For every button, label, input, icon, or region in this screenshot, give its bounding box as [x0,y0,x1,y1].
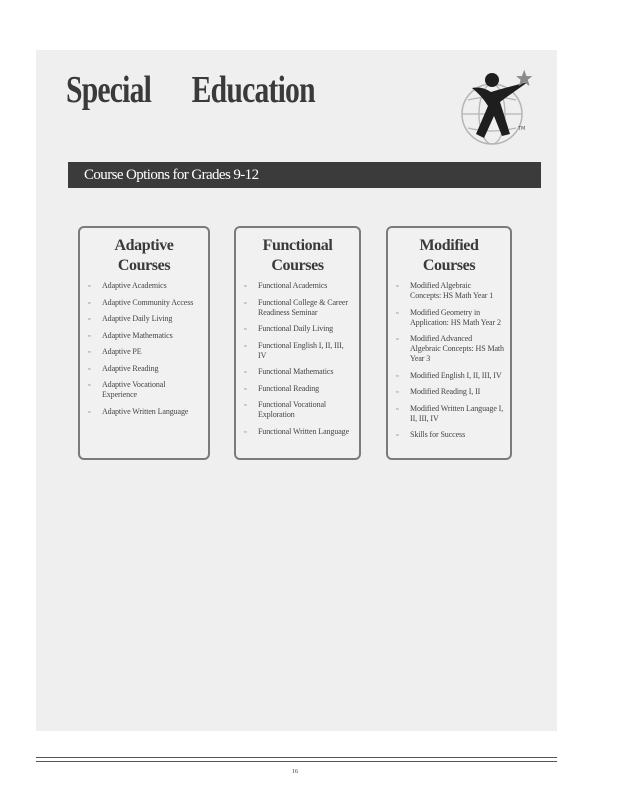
card-title-line2: Courses [117,257,171,274]
bullet-icon: ▫ [88,331,91,340]
course-item [396,387,504,397]
svg-text:TM: TM [518,126,526,132]
course-item [88,364,202,374]
card-title-line1: Adaptive [114,237,174,254]
course-item [244,427,353,437]
course-item [396,430,504,440]
course-label: Modified Written Language I, II, III, IV [410,403,504,423]
course-item [244,400,353,420]
course-item [244,324,353,334]
bullet-icon: ▫ [396,371,399,380]
course-label: Functional Academics [258,281,328,290]
course-item [244,384,353,394]
course-list [80,281,208,417]
bullet-icon: ▫ [396,404,399,413]
card-title-line2: Courses [271,257,324,274]
footer-divider [36,757,557,758]
bullet-icon: ▫ [244,298,247,307]
course-label: Functional Daily Living [258,324,334,333]
course-label: Functional Reading [258,383,320,393]
course-label: Adaptive Daily Living [102,314,173,323]
course-label: Modified English I, II, III, IV [410,370,502,380]
bullet-icon: ▫ [88,298,91,307]
course-label: Modified Geometry in Application: HS Math Year 2 [410,307,501,327]
bullet-icon: ▫ [396,335,399,343]
course-list [388,281,510,440]
page-number: 16 [292,769,298,775]
bullet-icon: ▫ [396,431,399,439]
course-item [244,281,353,291]
course-options-banner: Course Options for Grades 9-12 [68,162,541,188]
course-label: Functional Mathematics [258,367,334,376]
course-label: Adaptive PE [102,347,142,356]
bullet-icon: ▫ [88,364,91,373]
course-item [88,380,202,400]
course-item [88,314,202,324]
course-label: Adaptive Mathematics [102,330,173,340]
course-item [88,298,202,308]
bullet-icon: ▫ [396,282,399,290]
bullet-icon: ▫ [244,368,247,376]
card-title [388,236,510,276]
bullet-icon: ▫ [244,282,247,290]
course-label: Adaptive Reading [102,363,159,373]
functional-courses-card [234,226,361,460]
card-title [236,236,359,276]
card-title [80,236,208,276]
course-label: Modified Reading I, II [410,387,481,396]
course-label: Skills for Success [410,430,466,439]
course-item [88,281,202,291]
course-item [244,341,353,361]
bullet-icon: ▫ [244,384,247,393]
course-item [396,371,504,381]
page-title [66,68,315,112]
bullet-icon: ▫ [244,401,247,409]
bullet-icon: ▫ [88,348,91,356]
course-label: Functional Written Language [258,426,350,436]
bullet-icon: ▫ [396,388,399,396]
course-label: Functional Vocational Exploration [258,400,327,419]
course-label: Functional English I, II, III, IV [258,340,344,360]
card-title-line2: Courses [422,257,476,274]
footer-divider [36,761,557,762]
card-title-line1: Functional [262,237,333,254]
course-item [88,407,202,417]
card-title-line1: Modified [419,237,479,254]
bullet-icon: ▫ [244,341,247,350]
course-item [396,308,504,328]
course-label: Modified Algebraic Concepts: HS Math Year 1 [410,281,494,300]
course-item [396,334,504,364]
title-word-education: Education [191,69,315,111]
course-label: Functional College & Career Readiness Seminar [258,297,348,317]
course-label: Adaptive Vocational Experience [102,380,166,399]
course-label: Adaptive Community Access [102,297,194,307]
course-item [88,347,202,357]
course-list [236,281,359,437]
course-item [396,281,504,301]
course-item [396,404,504,424]
course-label: Adaptive Written Language [102,406,189,416]
course-item [88,331,202,341]
course-item [244,298,353,318]
bullet-icon: ▫ [88,315,91,323]
bullet-icon: ▫ [244,325,247,333]
adaptive-courses-card [78,226,210,460]
title-word-special: Special [66,69,152,111]
bullet-icon: ▫ [88,282,91,290]
course-item [244,367,353,377]
bullet-icon: ▫ [396,308,399,317]
modified-courses-card [386,226,512,460]
bullet-icon: ▫ [88,407,91,416]
course-label: Adaptive Academics [102,281,167,290]
bullet-icon: ▫ [88,381,91,389]
bullet-icon: ▫ [244,427,247,436]
course-label: Modified Advanced Algebraic Concepts: HS Math Year 3 [410,334,504,363]
star-figure-globe-icon [458,66,544,152]
